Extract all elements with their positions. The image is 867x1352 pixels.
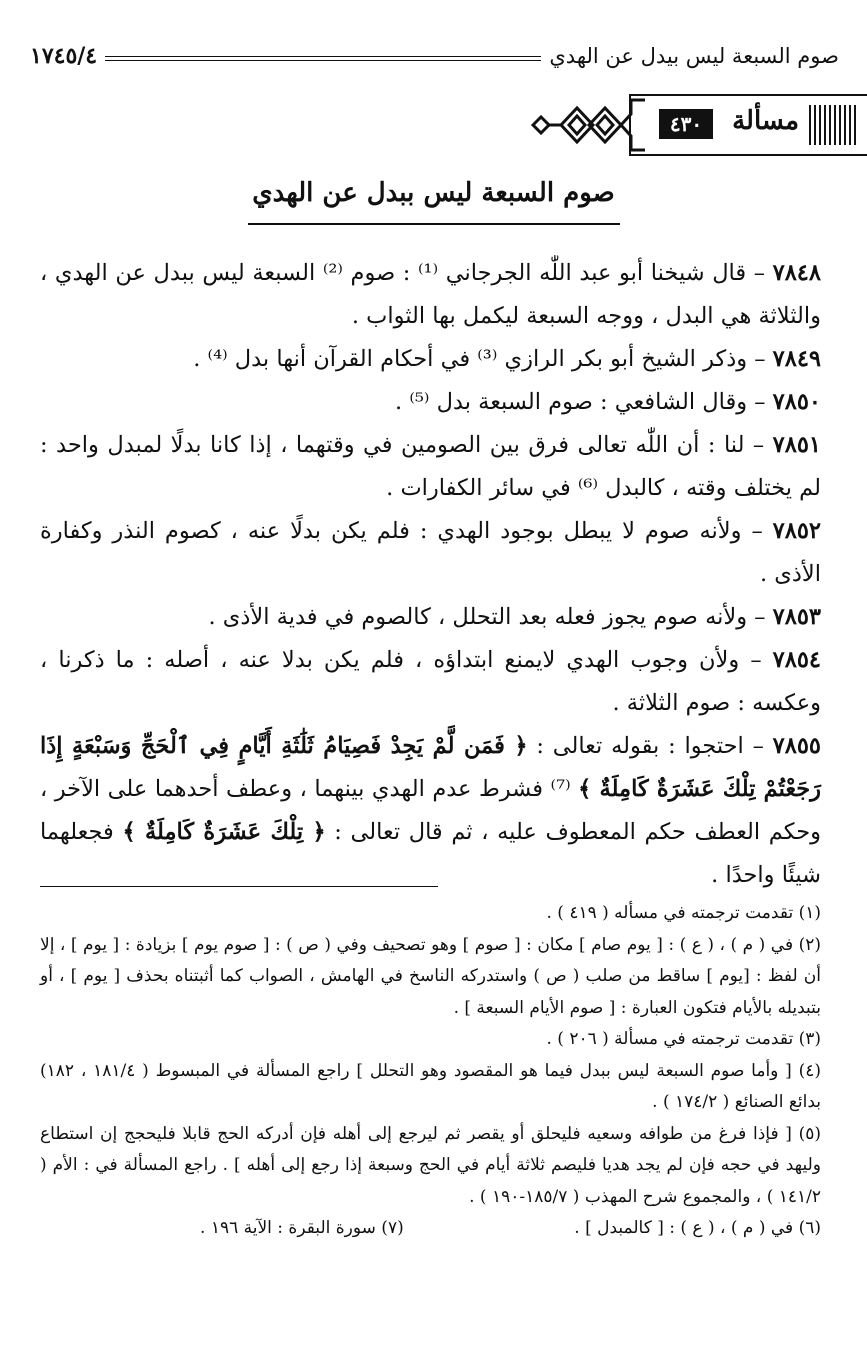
title-underline [248,223,620,225]
banner-frame [629,94,867,156]
footnote-3: (٣) تقدمت ترجمته في مسألة ( ٢٠٦ ) . [546,1029,821,1049]
footnote-1: (١) تقدمت ترجمته في مسأله ( ٤١٩ ) . [546,903,821,923]
chapter-title: صوم السبعة ليس ببدل عن الهدي [252,178,615,208]
footnote-6-7 [40,1213,821,1245]
paragraph-7851: ٧٨٥١ – لنا : أن اللّٰه تعالى فرق بين الصومين في وقتهما ، إذا كانا بدلًا لمبدل واحد : لم يختلف وقته ، كالبدل ⁽⁶⁾ في سائر الكفارات . [40,432,821,501]
paragraph-7848: ٧٨٤٨ – قال شيخنا أبو عبد اللّٰه الجرجاني ⁽¹⁾ : صوم ⁽²⁾ السبعة ليس ببدل عن الهدي ، والثلاثة هي البدل ، ووجه السبعة ليكمل بها الثواب . [40,260,821,329]
page-reference: ١٧٤٥/٤ [30,43,98,69]
running-header [30,36,839,76]
header-rule [105,56,541,61]
quran-quote: ﴿ فَمَن لَّمْ يَجِدْ فَصِيَامُ ثَلَٰثَةِ أَيَّامٍ فِي ٱلْحَجِّ وَسَبْعَةٍ إِذَا رَجَعْتُمْ تِلْكَ عَشَرَةٌ كَامِلَةٌ ﴾ [40,733,821,802]
hatch-ornament [809,105,859,145]
masala-banner [527,94,867,156]
footnote-5: (٥) [ فإذا فرغ من طوافه وسعيه فليحلق أو يقصر ثم ليرجع إلى أهله فإن أدركه الحج قابلا فليحجج إن استطاع وليهد في حجه فإن لم يجد هديا فليصم ثلاثة أيام في الحج وسبعة إذا رجع إلى أهله ] . راجع المسألة في : الأم ( ١٤١/٢ ) ، والمجموع شرح المهذب ( ١٨٥/٧-١٩٠ ) . [40,1123,821,1207]
paragraph-7852: ٧٨٥٢ – ولأنه صوم لا يبطل بوجود الهدي : فلم يكن بدلًا عنه ، كصوم النذر وكفارة الأذى . [40,518,821,587]
masala-number: ٤٣٠ [659,109,713,139]
paragraph-7854: ٧٨٥٤ – ولأن وجوب الهدي لايمنع ابتداؤه ، فلم يكن بدلا عنه ، أصله : ما ذكرنا ، وعكسه : صوم الثلاثة . [40,647,821,716]
quran-quote-short: ﴿ تِلْكَ عَشَرَةٌ كَامِلَةٌ ﴾ [122,819,326,845]
footnote-4: (٤) [ وأما صوم السبعة ليس ببدل فيما هو المقصود وهو التحلل ] راجع المسألة في المبسوط ( ١٨١/٤ ، ١٨٢) بدائع الصنائع ( ١٧٤/٢ ) . [40,1060,821,1112]
paragraph-7850: ٧٨٥٠ – وقال الشافعي : صوم السبعة بدل ⁽⁵⁾ . [395,389,821,415]
footnote-7: (٧) سورة البقرة : الآية ١٩٦ . [200,1218,404,1238]
running-title: صوم السبعة ليس بيدل عن الهدي [549,44,839,68]
footnote-2: (٢) في ( م ) ، ( ع ) : [ يوم صام ] مكان : [ صوم ] وهو تصحيف وفي ( ص ) : [ صوم يوم ] بزيادة : [ يوم ] ، إلا أن لفظ : [يوم ] ساقط من صلب ( ص ) واستدركه الناسخ في الهامش ، الصواب كما أثبتناه بحذف [ يوم ] ، أو بتبديله بالأيام فتكون العبارة : [ صوم الأيام السبعة ] . [40,934,821,1018]
paragraph-7849: ٧٨٤٩ – وذكر الشيخ أبو بكر الرازي ⁽³⁾ في أحكام القرآن أنها بدل ⁽⁴⁾ . [193,346,821,372]
main-text [40,252,821,897]
paragraph-7855: ٧٨٥٥ – احتجوا : بقوله تعالى : ﴿ فَمَن لَّمْ يَجِدْ فَصِيَامُ ثَلَٰثَةِ أَيَّامٍ فِي ٱلْحَجِّ وَسَبْعَةٍ إِذَا رَجَعْتُمْ تِلْكَ عَشَرَةٌ كَامِلَةٌ ﴾ ⁽⁷⁾ فشرط عدم الهدي بينهما ، وعطف أحدهما على الآخر ، وحكم العطف حكم المعطوف عليه ، ثم قال تعالى : ﴿ تِلْكَ عَشَرَةٌ كَامِلَةٌ ﴾ فجعلهما شيئًا واحدًا . [40,733,821,888]
footnotes [40,898,821,1245]
paragraph-7853: ٧٨٥٣ – ولأنه صوم يجوز فعله بعد التحلل ، كالصوم في فدية الأذى . [208,604,821,630]
footnote-separator [40,886,438,887]
masala-label: مسألة [732,106,799,136]
footnote-6: (٦) في ( م ) ، ( ع ) : [ كالمبدل ] . [574,1218,821,1238]
knot-ornament-icon [527,94,647,156]
